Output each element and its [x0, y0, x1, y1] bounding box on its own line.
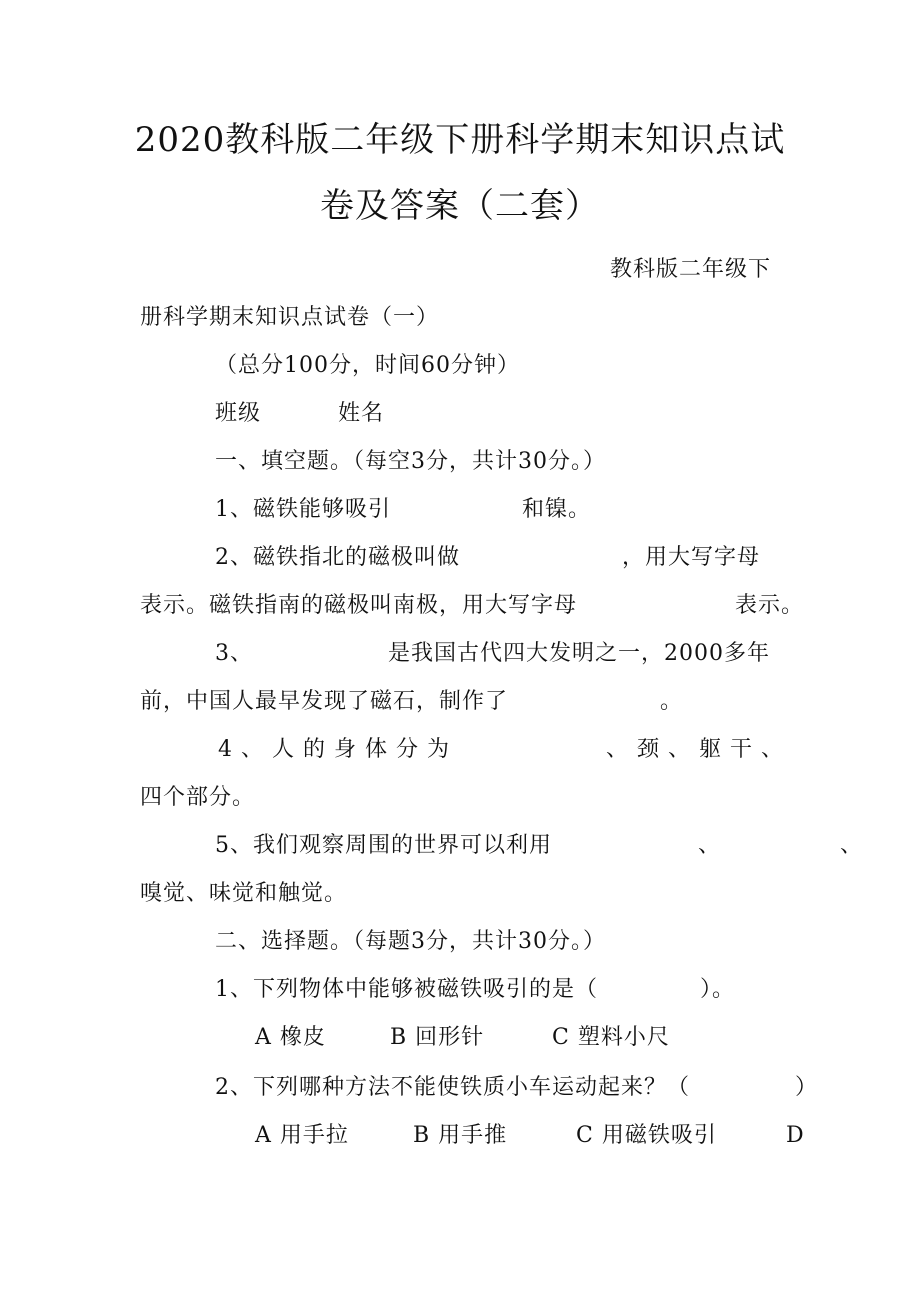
s2-q1-stem-b: ）。: [700, 977, 736, 1002]
s2-q1-option-c: C 塑料小尺: [552, 1025, 670, 1050]
s1-q2-a: 2、磁铁指北的磁极叫做: [215, 545, 460, 570]
s1-q1-a: 1、磁铁能够吸引: [215, 497, 391, 522]
s1-q4-c: 四个部分。: [140, 785, 256, 810]
s1-q5-c: 、: [840, 833, 864, 858]
s2-q2-stem-b: ）: [795, 1075, 819, 1100]
s1-q5-a: 5、我们观察周围的世界可以利用: [215, 833, 552, 858]
s2-q2-option-c: C 用磁铁吸引: [576, 1123, 717, 1148]
s1-q4-b: 、颈、躯干、: [606, 737, 793, 762]
s2-q2-stem-a: 2、下列哪种方法不能使铁质小车运动起来？（: [215, 1075, 690, 1100]
subtitle-right: 教科版二年级下: [610, 257, 772, 282]
s2-q1-option-a: A 橡皮: [255, 1025, 326, 1050]
s1-q2-d: 表示。: [735, 593, 805, 618]
s2-q2-option-a: A 用手拉: [255, 1123, 349, 1148]
section2-heading: 二、选择题。（每题3分，共计30分。）: [215, 929, 606, 954]
s1-q2-b: ，用大写字母: [622, 545, 761, 570]
document-title-line2: 卷及答案（二套）: [320, 186, 600, 226]
subtitle-left: 册科学期末知识点试卷（一）: [140, 305, 440, 330]
class-label: 班级: [215, 401, 262, 426]
score-time: （总分100分，时间60分钟）: [215, 353, 520, 378]
s2-q1-option-b: B 回形针: [390, 1025, 485, 1050]
s1-q1-b: 和镍。: [522, 497, 592, 522]
s1-q2-c: 表示。磁铁指南的磁极叫南极，用大写字母: [140, 593, 578, 618]
s2-q1-stem-a: 1、下列物体中能够被磁铁吸引的是（: [215, 977, 598, 1002]
name-label: 姓名: [338, 401, 385, 426]
s1-q5-d: 嗅觉、味觉和触觉。: [140, 881, 348, 906]
section1-heading: 一、填空题。（每空3分，共计30分。）: [215, 449, 606, 474]
s1-q3-c: 前，中国人最早发现了磁石，制作了: [140, 689, 509, 714]
s2-q2-option-d: D: [786, 1123, 805, 1148]
s1-q5-b: 、: [698, 833, 722, 858]
s1-q3-a: 3、: [215, 641, 253, 666]
s1-q3-b: 是我国古代四大发明之一，2000多年: [388, 641, 770, 666]
s2-q2-option-b: B 用手推: [413, 1123, 508, 1148]
s1-q4-a: 4、人的身体分为: [218, 737, 458, 762]
s1-q3-d: 。: [660, 689, 684, 714]
document-title-line1: 2020教科版二年级下册科学期末知识点试: [134, 120, 786, 160]
